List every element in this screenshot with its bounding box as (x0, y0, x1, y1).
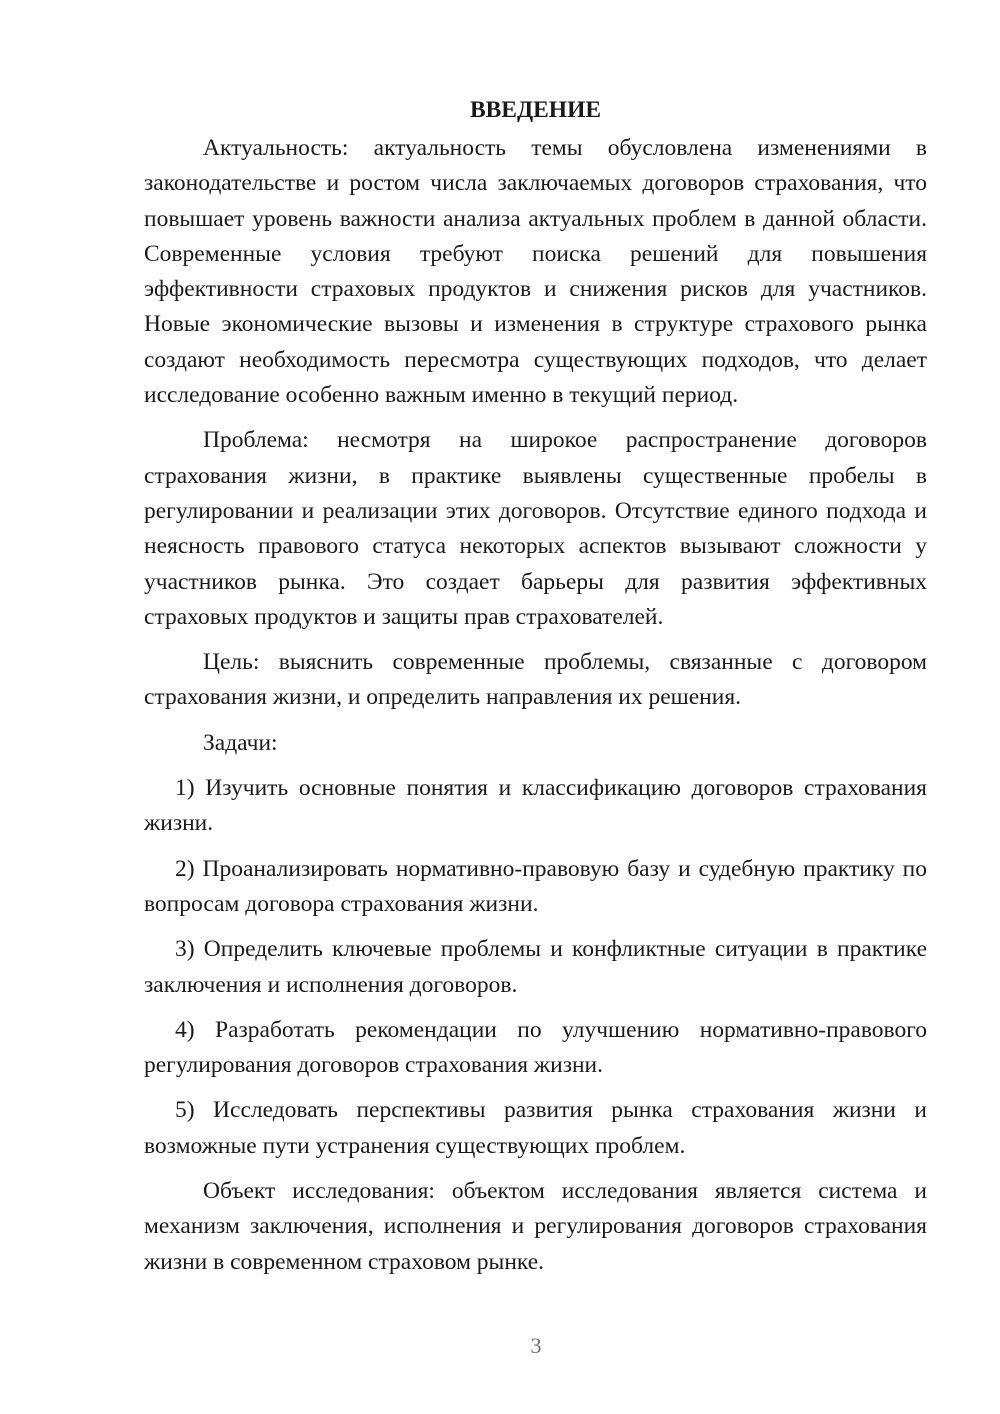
task-item-5: 5) Исследовать перспективы развития рынка страхования жизни и возможные пути устранения существующих проблем. (144, 1097, 927, 1159)
goal-paragraph: Цель: выяснить современные проблемы, связанные с договором страхования жизни, и определить направления их решения. (144, 649, 927, 711)
page-number: 3 (530, 1333, 542, 1358)
task-item-1: 1) Изучить основные понятия и классификацию договоров страхования жизни. (144, 775, 927, 837)
relevance-paragraph: Актуальность: актуальность темы обусловлена изменениями в законодательстве и ростом числа заключаемых договоров страхования, что повышает уровень важности анализа актуальных проблем в данной области. Современные условия требуют поиска решений для повышения эффективности страховых продуктов и снижения рисков для участников. Новые экономические вызовы и изменения в структуре страхового рынка создают необходимость пересмотра существующих подходов, что делает исследование особенно важным именно в текущий период. (144, 135, 927, 409)
section-heading: ВВЕДЕНИЕ (469, 97, 602, 123)
problem-paragraph: Проблема: несмотря на широкое распространение договоров страхования жизни, в практике выявлены существенные пробелы в регулировании и реализации этих договоров. Отсутствие единого подхода и неясность правового статуса некоторых аспектов вызывают сложности у участников рынка. Это создает барьеры для развития эффективных страховых продуктов и защиты прав страхователей. (144, 427, 927, 630)
object-paragraph: Объект исследования: объектом исследования является система и механизм заключения, исполнения и регулирования договоров страхования жизни в современном страховом рынке. (144, 1178, 927, 1275)
task-item-3: 3) Определить ключевые проблемы и конфликтные ситуации в практике заключения и исполнения договоров. (144, 936, 927, 998)
task-item-4: 4) Разработать рекомендации по улучшению нормативно-правового регулирования договоров страхования жизни. (144, 1016, 927, 1079)
document-body (144, 93, 927, 1290)
tasks-label: Задачи: (203, 729, 278, 756)
task-item-2: 2) Проанализировать нормативно-правовую базу и судебную практику по вопросам договора страхования жизни. (144, 855, 927, 917)
